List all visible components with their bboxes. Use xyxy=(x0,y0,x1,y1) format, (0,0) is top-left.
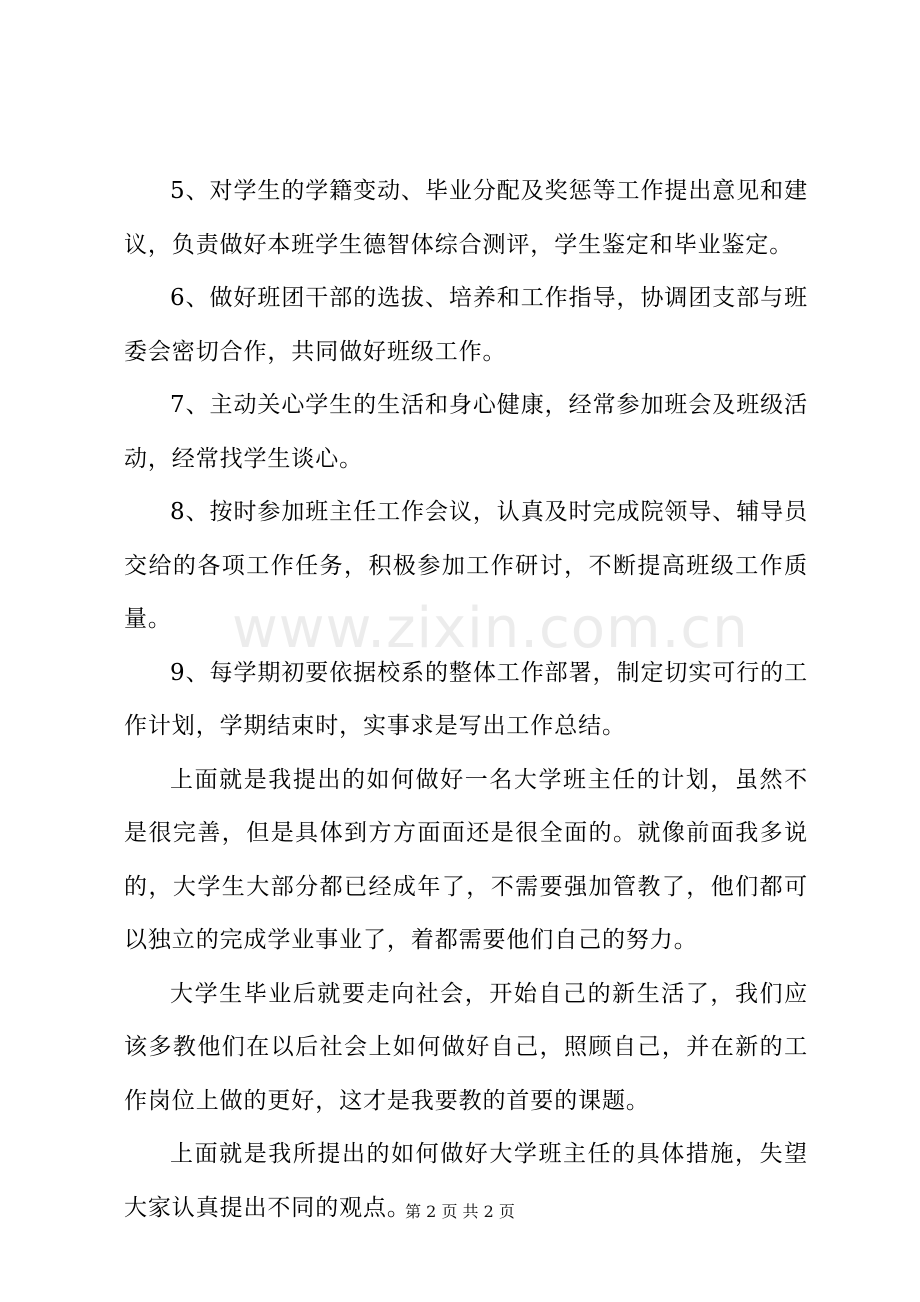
paragraph-closing: 上面就是我所提出的如何做好大学班主任的具体措施，失望大家认真提出不同的观点。 xyxy=(124,1141,808,1221)
paragraph-item-8: 8、按时参加班主任工作会议，认真及时完成院领导、辅导员交给的各项工作任务，积极参加工作研讨，不断提高班级工作质量。 xyxy=(124,499,808,632)
paragraph-summary: 上面就是我提出的如何做好一名大学班主任的计划，虽然不是很完善，但是具体到方方面面还是很全面的。就像前面我多说的，大学生大部分都已经成年了，不需要强加管教了，他们都可以独立的完成学业事业了，着都需要他们自己的努力。 xyxy=(124,766,808,953)
paragraph-item-5: 5、对学生的学籍变动、毕业分配及奖惩等工作提出意见和建议，负责做好本班学生德智体综合测评，学生鉴定和毕业鉴定。 xyxy=(124,178,808,258)
paragraph-item-6: 6、做好班团干部的选拔、培养和工作指导，协调团支部与班委会密切合作，共同做好班级工作。 xyxy=(124,285,808,365)
page-footer: 第 2 页 共 2 页 xyxy=(405,1202,515,1221)
document-body xyxy=(124,165,808,1235)
watermark: www.zixin.com.cn xyxy=(232,596,749,661)
paragraph-item-9: 9、每学期初要依据校系的整体工作部署，制定切实可行的工作计划，学期结束时，实事求是写出工作总结。 xyxy=(124,659,808,739)
paragraph-society: 大学生毕业后就要走向社会，开始自己的新生活了，我们应该多教他们在以后社会上如何做好自己，照顾自己，并在新的工作岗位上做的更好，这才是我要教的首要的课题。 xyxy=(124,980,808,1114)
paragraph-item-7: 7、主动关心学生的生活和身心健康，经常参加班会及班级活动，经常找学生谈心。 xyxy=(124,392,808,472)
